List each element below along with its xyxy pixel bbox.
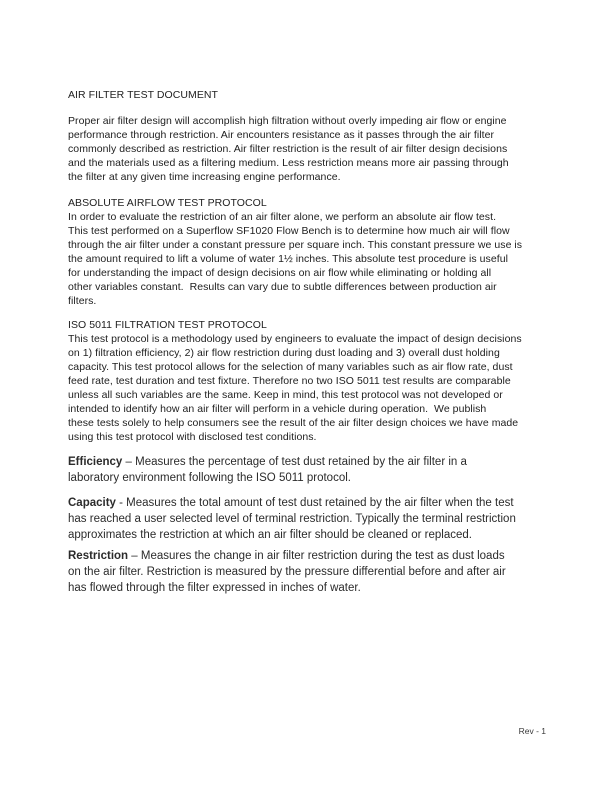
text-line: has flowed through the filter expressed in inches of water.: [68, 582, 361, 594]
absolute-airflow-paragraph: [68, 210, 522, 308]
text-line: these tests solely to help consumers see the result of the air filter design choices we have made: [68, 417, 519, 429]
text-line: the filter at any given time increasing engine performance.: [68, 171, 341, 183]
text-line: laboratory environment following the ISO 5011 protocol.: [68, 472, 351, 484]
definition-first-line: [68, 495, 516, 511]
iso-5011-paragraph: [68, 332, 522, 444]
text-line: has reached a user selected level of terminal restriction. Typically the terminal restriction: [68, 513, 516, 525]
text-line: Proper air filter design will accomplish high filtration without overly impeding air flow or engine: [68, 115, 507, 127]
text-line: In order to evaluate the restriction of an air filter alone, we perform an absolute air flow test.: [68, 211, 497, 223]
definition-capacity: [68, 495, 516, 543]
definition-text: Measures the total amount of test dust retained by the air filter when the test: [126, 497, 514, 509]
definition-term: Restriction: [68, 550, 129, 562]
definition-term: Capacity: [68, 497, 116, 509]
text-line: capacity. This test protocol allows for the selection of many variables such as air flow rate, dust: [68, 361, 513, 373]
document-title: AIR FILTER TEST DOCUMENT: [68, 89, 218, 101]
text-line: using this test protocol with disclosed test conditions.: [68, 431, 317, 443]
definition-first-line: [68, 548, 506, 564]
section-heading-iso-5011: ISO 5011 FILTRATION TEST PROTOCOL: [68, 319, 267, 331]
definition-rest-lines: [68, 564, 506, 596]
text-line: approximates the restriction at which an air filter should be cleaned or replaced.: [68, 529, 472, 541]
definition-separator: –: [128, 550, 141, 562]
text-line: on 1) filtration efficiency, 2) air flow restriction during dust loading and 3) overall dust holding: [68, 347, 500, 359]
text-line: commonly described as restriction. Air filter restriction is the result of air filter design decisions: [68, 143, 508, 155]
intro-paragraph: [68, 114, 509, 184]
definition-first-line: [68, 454, 467, 470]
text-line: intended to identify how an air filter will perform in a vehicle during operation. We publish: [68, 403, 487, 415]
text-line: the amount required to lift a volume of water 1½ inches. This absolute test procedure is useful: [68, 253, 508, 265]
text-line: unless all such variables are the same. Keep in mind, this test protocol was not developed or: [68, 389, 503, 401]
definition-text: Measures the percentage of test dust retained by the air filter in a: [135, 456, 467, 468]
text-line: for understanding the impact of design decisions on air flow while eliminating or holding all: [68, 267, 492, 279]
text-line: other variables constant. Results can vary due to subtle differences between production air: [68, 281, 497, 293]
definition-efficiency: [68, 454, 467, 486]
text-line: feed rate, test duration and test fixture. Therefore no two ISO 5011 test results are comparable: [68, 375, 511, 387]
definition-rest-lines: [68, 470, 467, 486]
footer-revision: Rev - 1: [518, 726, 546, 736]
section-heading-absolute-airflow: ABSOLUTE AIRFLOW TEST PROTOCOL: [68, 197, 267, 209]
text-line: filters.: [68, 295, 97, 307]
text-line: performance through restriction. Air encounters resistance as it passes through the air filter: [68, 129, 495, 141]
definition-text: Measures the change in air filter restriction during the test as dust loads: [140, 550, 505, 562]
definition-separator: –: [122, 456, 136, 468]
text-line: This test protocol is a methodology used by engineers to evaluate the impact of design decisions: [68, 333, 522, 345]
text-line: and the materials used as a filtering medium. Less restriction means more air passing through: [68, 157, 509, 169]
definition-rest-lines: [68, 511, 516, 543]
text-line: This test performed on a Superflow SF1020 Flow Bench is to determine how much air will flow: [68, 225, 510, 237]
definition-restriction: [68, 548, 506, 596]
text-line: through the air filter under a constant pressure per square inch. This constant pressure we use is: [68, 239, 523, 251]
definition-term: Efficiency: [68, 456, 123, 468]
definition-separator: -: [115, 497, 127, 509]
text-line: on the air filter. Restriction is measured by the pressure differential before and after air: [68, 566, 506, 578]
